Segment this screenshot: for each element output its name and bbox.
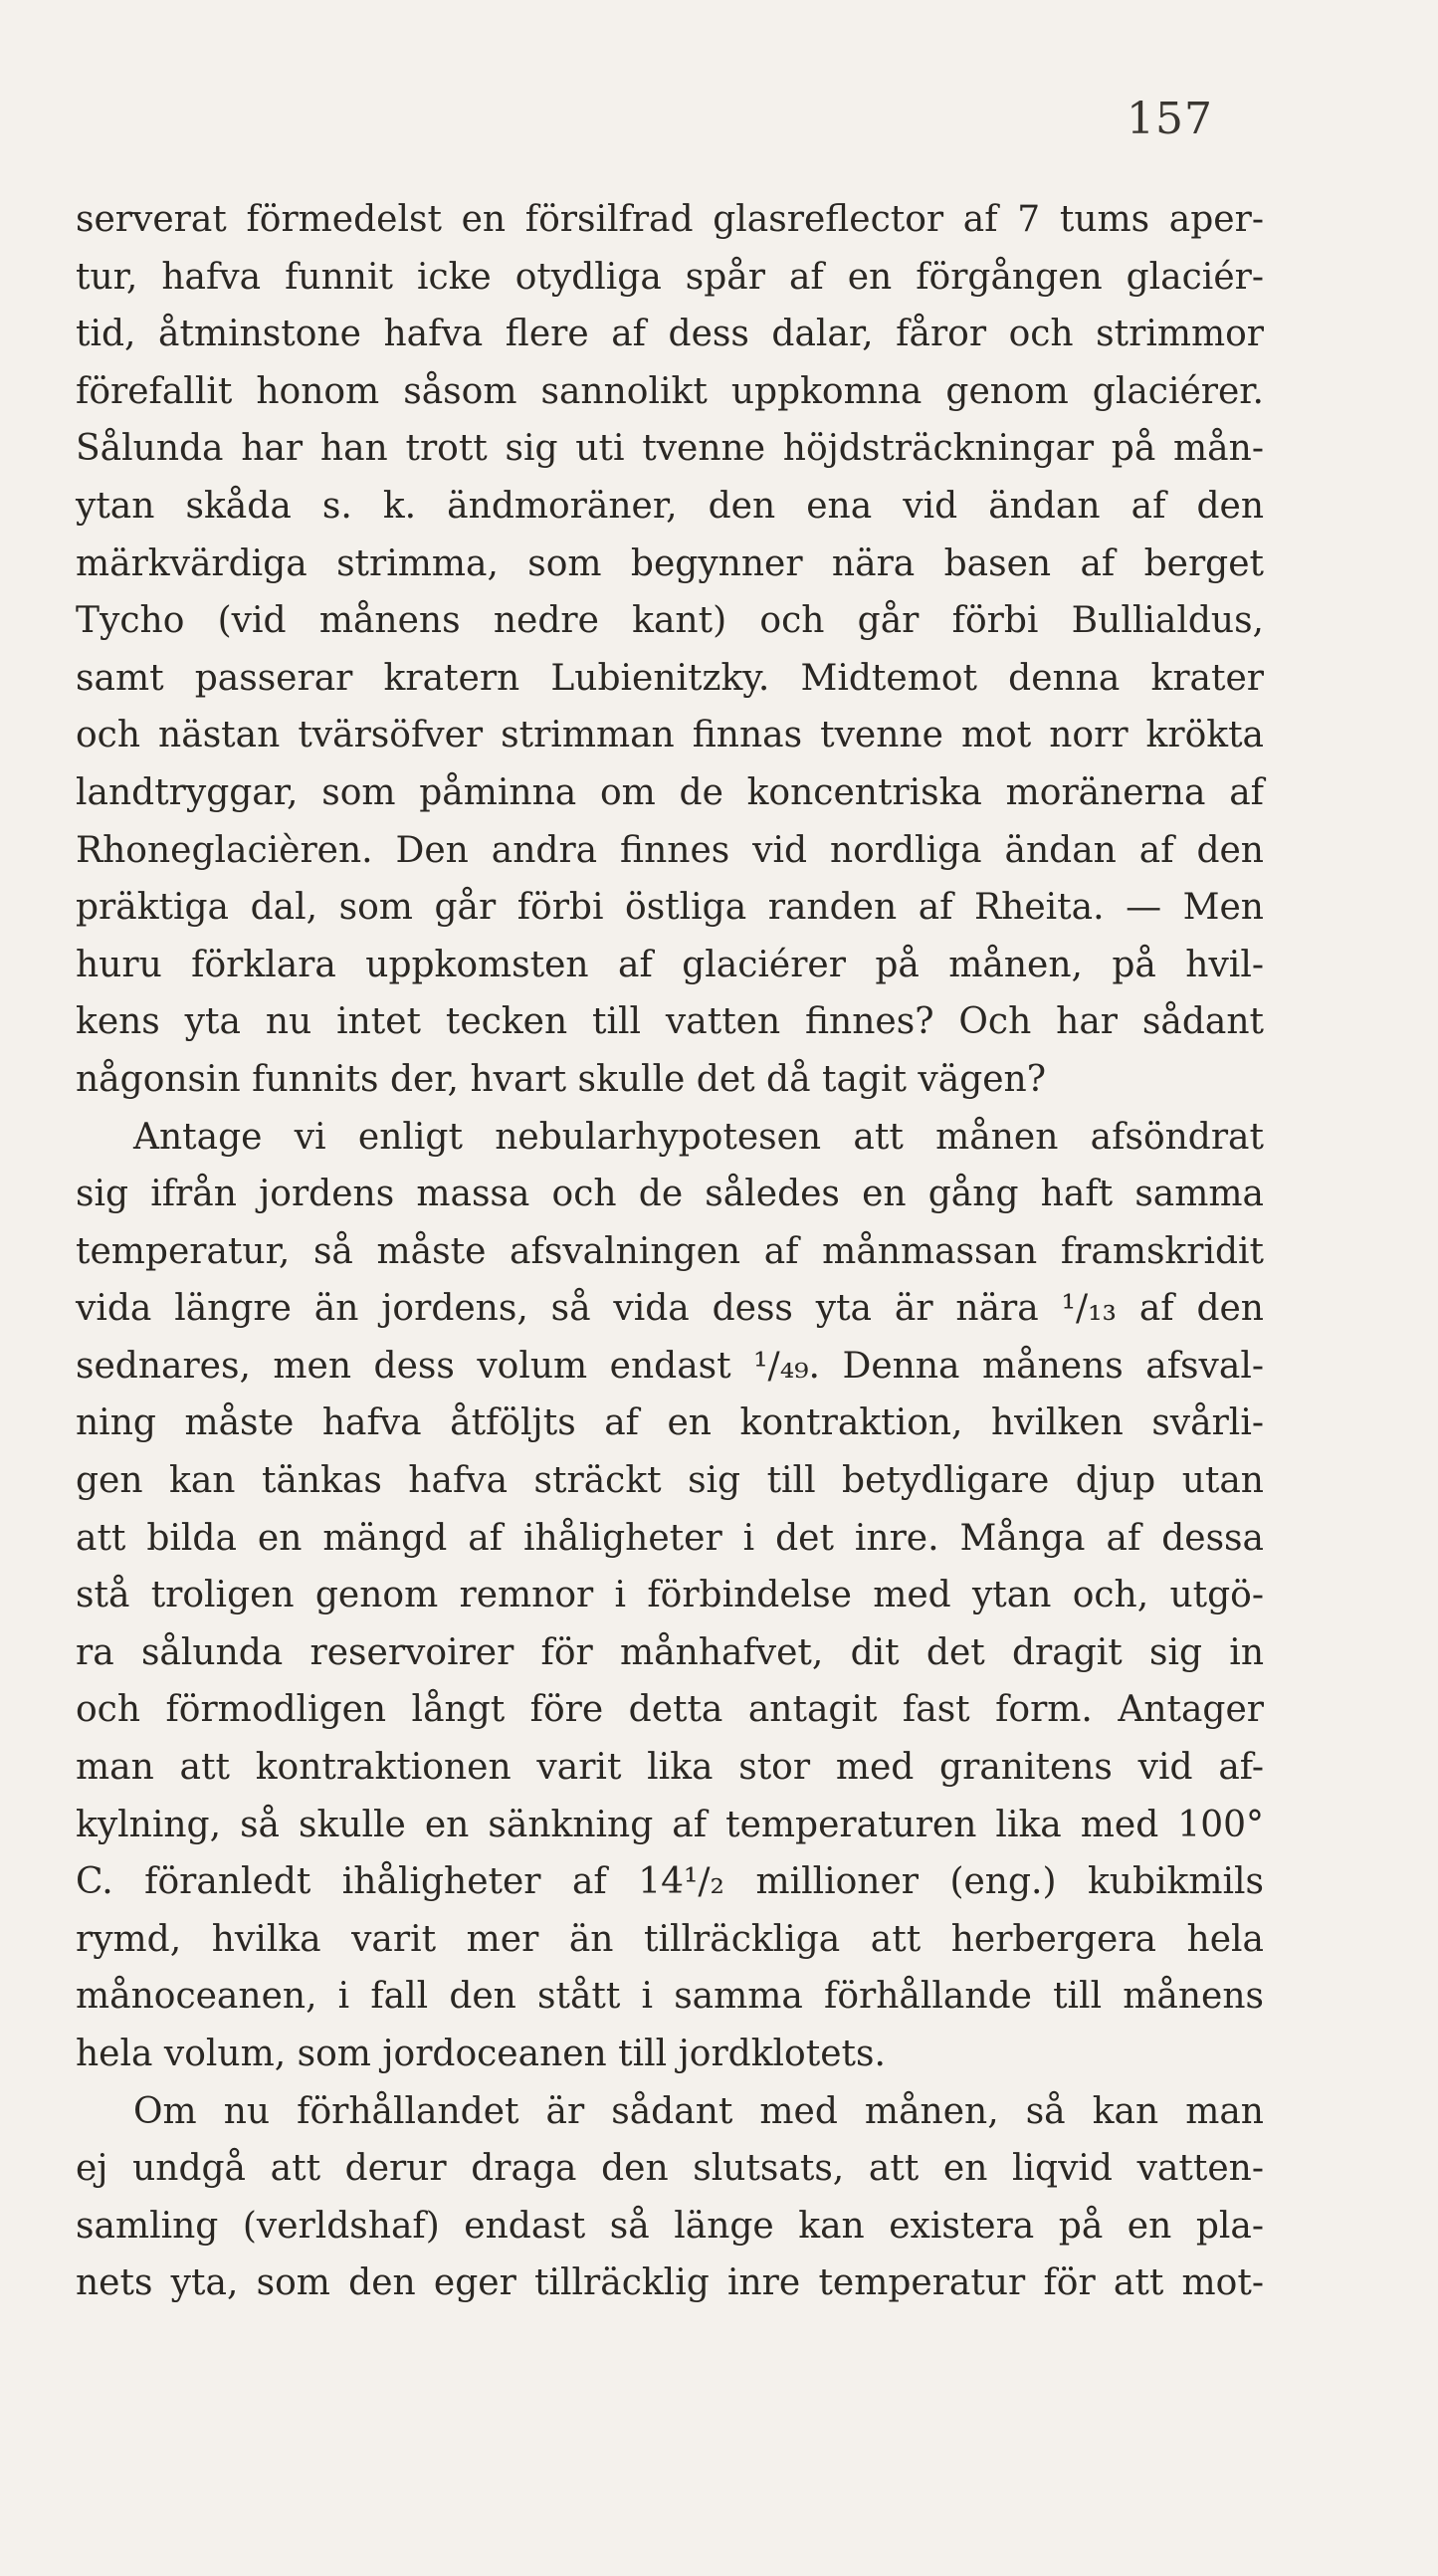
- text-line: Antage vi enligt nebularhypotesen att månen afsöndrat: [133, 1116, 1264, 1158]
- text-line: månoceanen, i fall den stått i samma förhållande till månens: [76, 1976, 1264, 2018]
- text-line: gen kan tänkas hafva sträckt sig till betydligare djup utan: [76, 1460, 1264, 1502]
- text-line: ning måste hafva åtföljts af en kontraktion, hvilken svårli-: [76, 1402, 1264, 1444]
- text-line: kens yta nu intet tecken till vatten finnes? Och har sådant: [76, 1001, 1264, 1043]
- text-line: sig ifrån jordens massa och de således en gång haft samma: [76, 1174, 1264, 1215]
- text-line: tid, åtminstone hafva flere af dess dalar, fåror och strimmor: [76, 314, 1264, 355]
- text-line: att bilda en mängd af ihåligheter i det inre. Många af dessa: [76, 1517, 1264, 1559]
- text-line: kylning, så skulle en sänkning af temperaturen lika med 100°: [76, 1804, 1264, 1845]
- text-line: ej undgå att derur draga den slutsats, att en liqvid vatten-: [76, 2148, 1264, 2190]
- text-line: Sålunda har han trott sig uti tvenne höjdsträckningar på mån-: [76, 428, 1264, 470]
- text-line: Om nu förhållandet är sådant med månen, så kan man: [133, 2090, 1264, 2132]
- text-line: vida längre än jordens, så vida dess yta är nära ¹/₁₃ af den: [76, 1288, 1264, 1330]
- text-line: ytan skåda s. k. ändmoräner, den ena vid ändan af den: [76, 485, 1264, 527]
- text-line: präktiga dal, som går förbi östliga randen af Rheita. — Men: [76, 887, 1264, 929]
- text-line: förefallit honom såsom sannolikt uppkomna genom glaciérer.: [76, 370, 1264, 412]
- text-line: rymd, hvilka varit mer än tillräckliga att herbergera hela: [76, 1918, 1264, 1960]
- text-line: C. föranledt ihåligheter af 14¹/₂ millioner (eng.) kubikmils: [76, 1861, 1264, 1903]
- text-line: märkvärdiga strimma, som begynner nära basen af berget: [76, 542, 1264, 584]
- text-line: stå troligen genom remnor i förbindelse med ytan och, utgö-: [76, 1575, 1264, 1616]
- text-line: temperatur, så måste afsvalningen af månmassan framskridit: [76, 1230, 1264, 1272]
- text-line: nets yta, som den eger tillräcklig inre temperatur för att mot-: [76, 2262, 1264, 2304]
- text-line: landtryggar, som påminna om de koncentriska moränerna af: [76, 771, 1264, 813]
- text-line: hela volum, som jordoceanen till jordklotets.: [76, 2034, 886, 2074]
- text-line: och förmodligen långt före detta antagit fast form. Antager: [76, 1689, 1264, 1731]
- text-line: någonsin funnits der, hvart skulle det då tagit vägen?: [76, 1058, 1047, 1100]
- text-line: tur, hafva funnit icke otydliga spår af en förgången glaciér-: [76, 256, 1264, 298]
- text-line: samt passerar kratern Lubienitzky. Midtemot denna krater: [76, 657, 1264, 699]
- text-line: serverat förmedelst en försilfrad glasreflector af 7 tums aper-: [76, 199, 1264, 240]
- text-line: och nästan tvärsöfver strimman finnas tvenne mot norr krökta: [76, 715, 1264, 756]
- text-line: sednares, men dess volum endast ¹/₄₉. Denna månens afsval-: [76, 1345, 1264, 1387]
- body-text: [76, 191, 1264, 2312]
- text-line: samling (verldshaf) endast så länge kan existera på en pla-: [76, 2205, 1264, 2247]
- text-line: Rhoneglacièren. Den andra finnes vid nordliga ändan af den: [76, 829, 1264, 871]
- text-line: huru förklara uppkomsten af glaciérer på månen, på hvil-: [76, 944, 1264, 985]
- page-number: 157: [1127, 94, 1213, 144]
- text-line: ra sålunda reservoirer för månhafvet, dit det dragit sig in: [76, 1631, 1264, 1673]
- text-line: man att kontraktionen varit lika stor med granitens vid af-: [76, 1747, 1264, 1789]
- text-line: Tycho (vid månens nedre kant) och går förbi Bullialdus,: [76, 600, 1264, 642]
